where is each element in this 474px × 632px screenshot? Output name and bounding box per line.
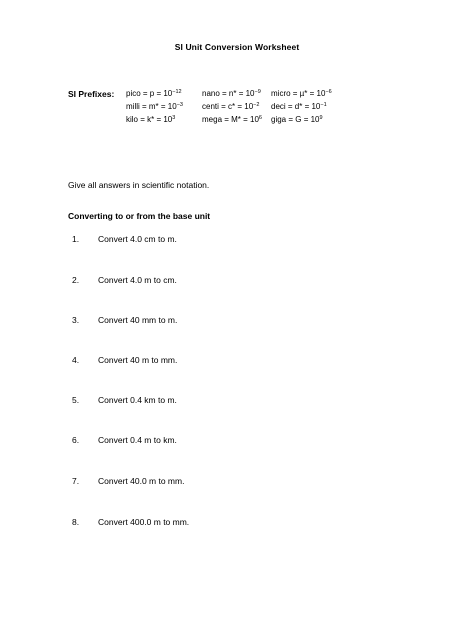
question-number: 3. [72,315,80,325]
question-item [72,395,177,405]
worksheet-title: SI Unit Conversion Worksheet [174,42,300,52]
question-item [72,234,177,244]
question-number: 7. [72,476,80,486]
question-text: Convert 0.4 km to m. [98,395,177,405]
question-text: Convert 4.0 cm to m. [98,234,177,244]
prefix-centi: centi = $c* = 10^{-2}$ [202,102,260,111]
prefix-deci: deci = $d* = 10^{-1}$ [271,102,327,111]
prefix-kilo: kilo = $k* = 10^3$ [126,115,176,124]
question-number: 8. [72,517,80,527]
prefix-nano: nano = $n* = 10^{-9}$ [202,89,261,98]
prefix-pico: pico = $p = 10^{-12}$ [126,89,182,98]
question-item [72,315,177,325]
question-number: 4. [72,355,80,365]
prefix-milli: milli = $m* = 10^{-3}$ [126,102,183,111]
question-text: Convert 40.0 m to mm. [98,476,185,486]
question-item [72,355,177,365]
question-text: Convert 40 mm to m. [98,315,178,325]
instruction-text: Give all answers in scientific notation. [68,180,210,190]
question-item [72,275,177,285]
question-text: Convert 400.0 m to mm. [98,517,190,527]
question-item [72,517,189,527]
section-heading: Converting to or from the base unit [68,211,211,221]
question-number: 6. [72,435,80,445]
prefix-giga: giga = $G = 10^9$ [271,115,323,124]
prefix-micro: micro = $\mu* = 10^{-6}$ [271,89,332,98]
question-number: 2. [72,275,80,285]
si-prefixes-label: SI Prefixes: [68,89,115,99]
question-item [72,476,184,486]
question-item [72,435,177,445]
question-number: 1. [72,234,80,244]
question-text: Convert 4.0 m to cm. [98,275,177,285]
question-text: Convert 40 m to mm. [98,355,178,365]
question-number: 5. [72,395,80,405]
question-text: Convert 0.4 m to km. [98,435,177,445]
prefix-mega: mega = $M* = 10^6$ [202,115,262,124]
